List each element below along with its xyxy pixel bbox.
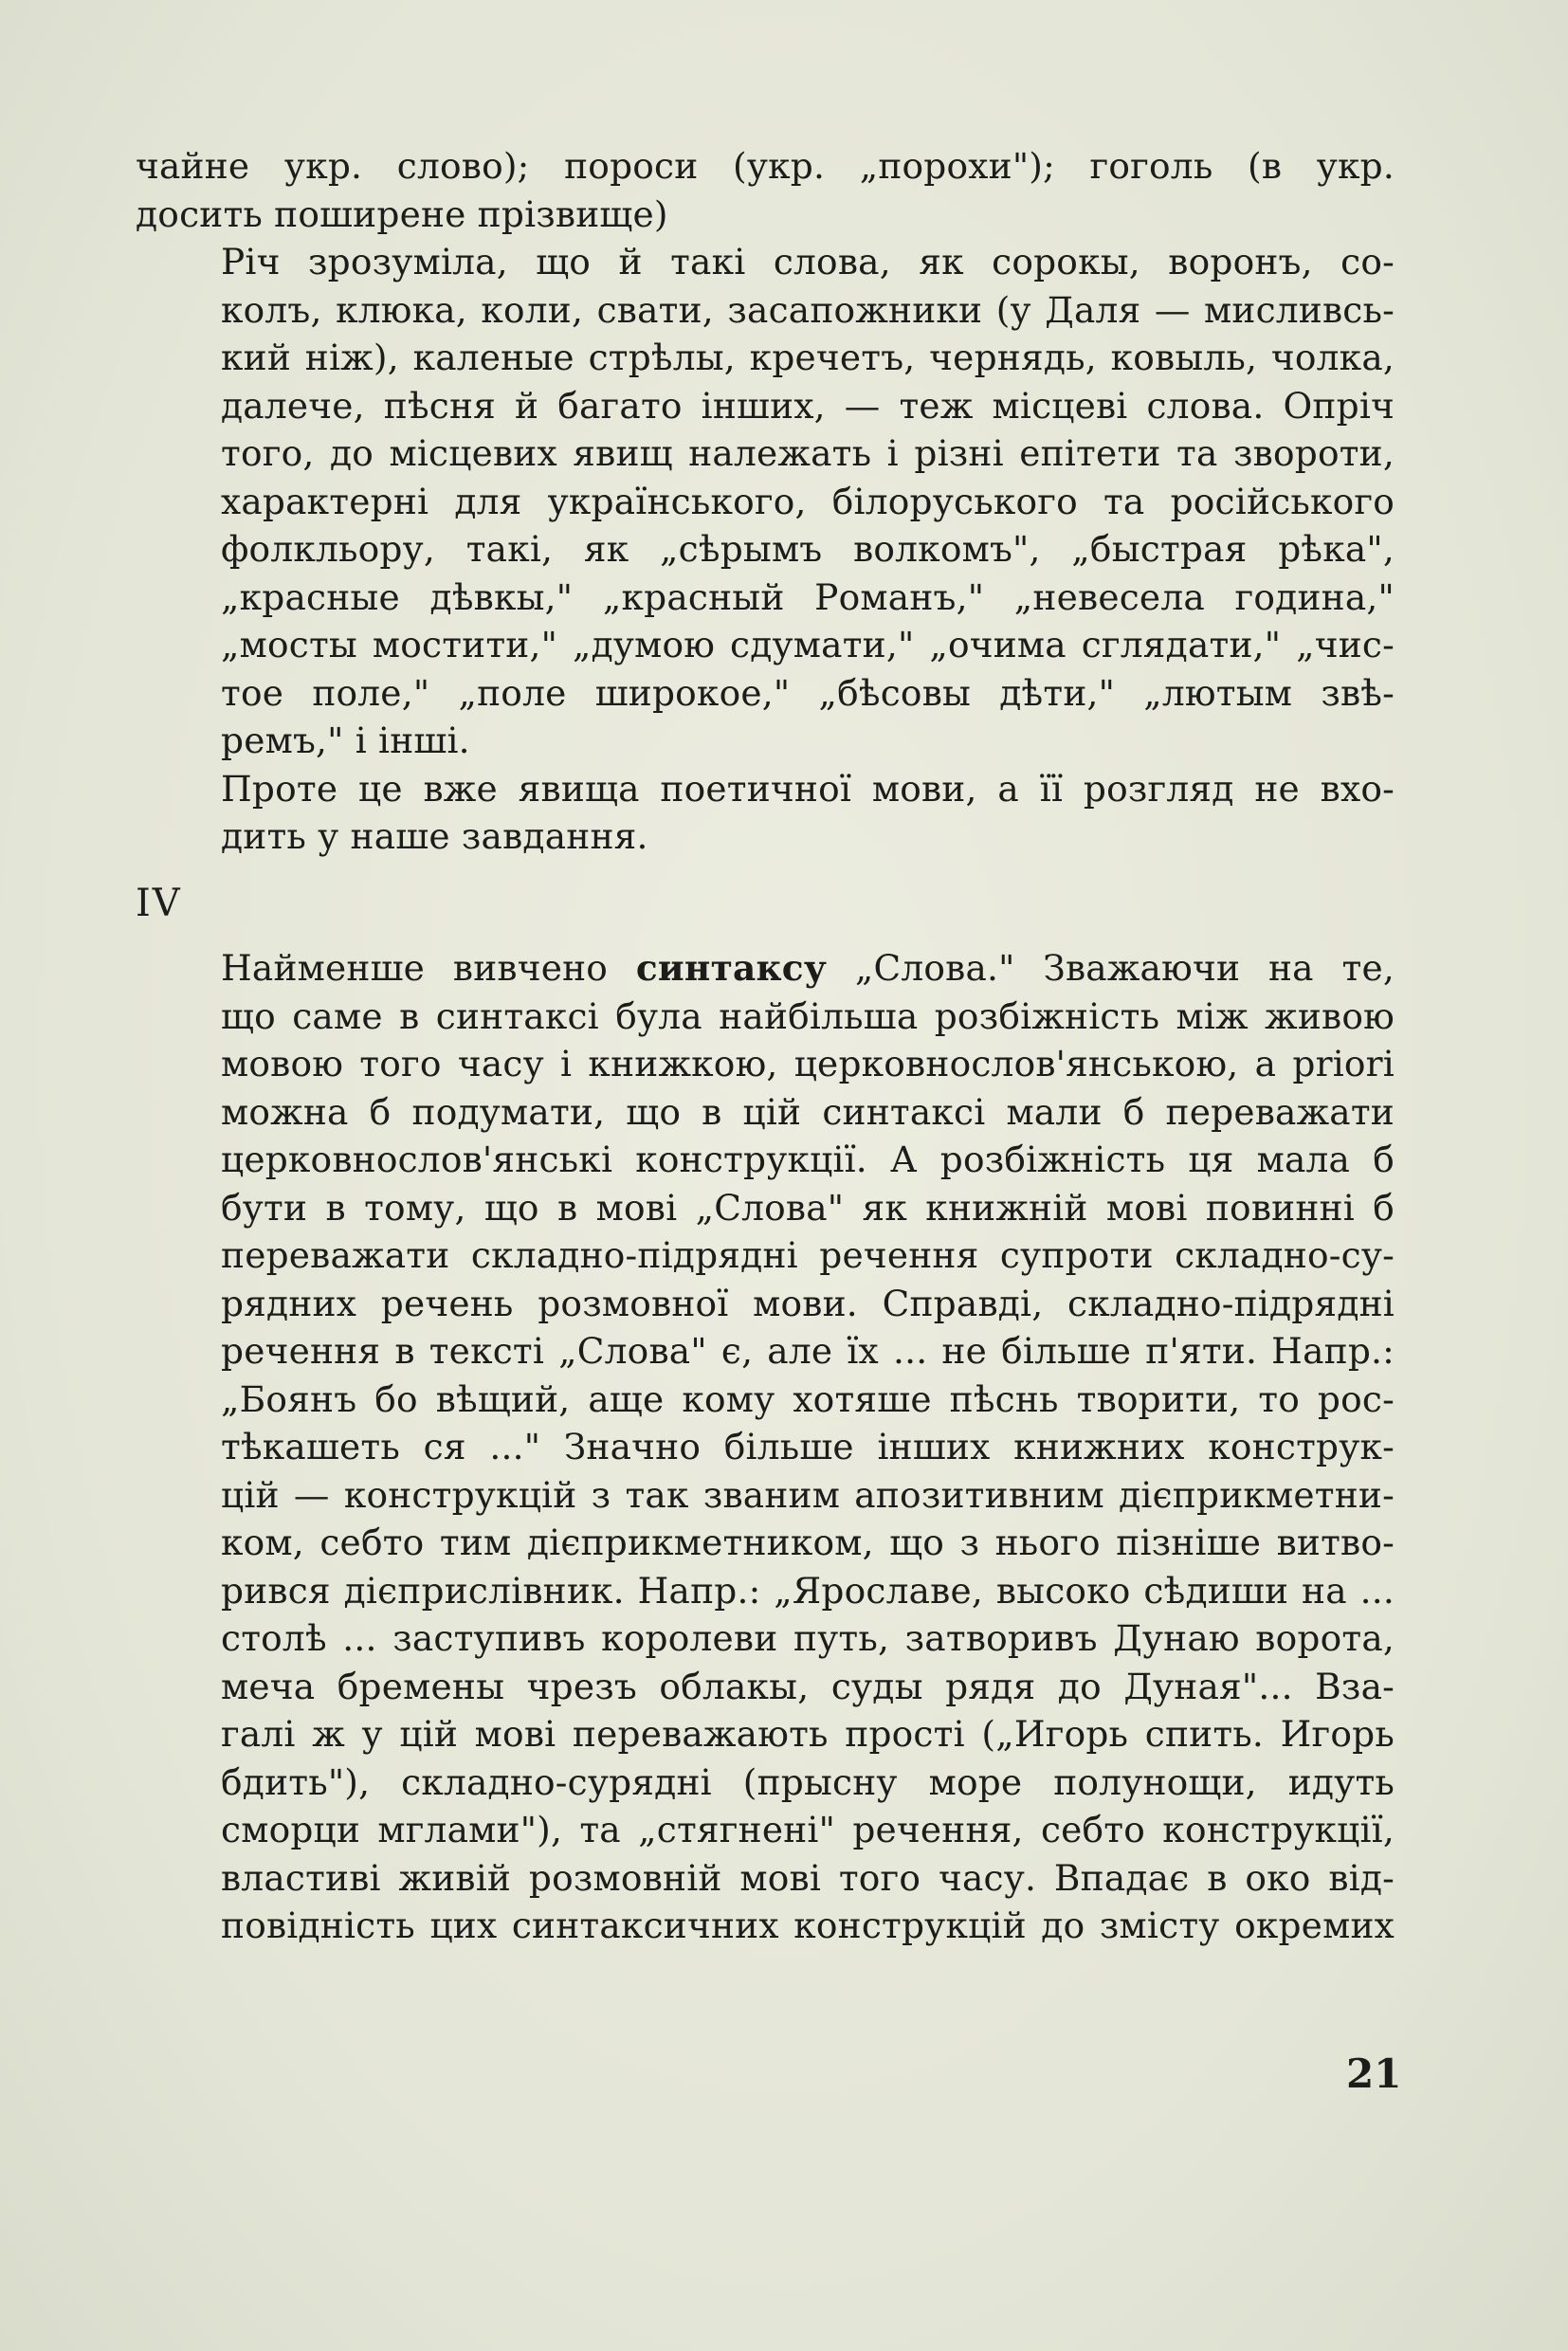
text-line: церковнослов'янські конструкції. А розбіжність ця мала б — [221, 1139, 1395, 1180]
text-line: Проте це вже явища поетичної мови, а її розгляд не вхо- — [221, 767, 1395, 810]
text-line: рядних речень розмовної мови. Справді, складно-підрядні — [221, 1282, 1395, 1324]
paragraph-3 — [136, 765, 1395, 861]
text-line: столѣ ... заступивъ королеви путь, затворивъ Дунаю ворота, — [221, 1617, 1395, 1659]
text-line: галі ж у цій мові переважають прості („Игорь спить. Игорь — [221, 1713, 1395, 1755]
section-heading: IV — [136, 881, 182, 925]
text-line: того, до місцевих явищ належать і різні епітети та звороти, — [221, 432, 1395, 474]
text-line: ком, себто тим дієприкметником, що з нього пізніше витво- — [221, 1522, 1395, 1563]
text-run: Найменше вивчено — [221, 947, 636, 989]
text-line: колъ, клюка, коли, свати, засапожники (у Даля — мисливсь- — [221, 288, 1395, 331]
text-line: цій — конструкцій з так званим апозитивним дієприкметни- — [221, 1473, 1395, 1516]
text-line: кий ніж), каленые стрѣлы, кречетъ, чернядь, ковыль, чолка, — [221, 337, 1395, 378]
text-line: речення в тексті „Слова" є, але їх ... не більше п'яти. Напр.: — [221, 1330, 1395, 1372]
bold-term: синтаксу — [635, 947, 828, 989]
text-line: можна б подумати, що в цій синтаксі мали б переважати — [221, 1090, 1395, 1133]
text-line: бути в тому, що в мові „Слова" як книжній мові повинні б — [221, 1186, 1395, 1229]
text-line: тѣкашеть ся ..." Значно більше інших книжних конструк- — [221, 1426, 1395, 1467]
text-line: „мосты мостити," „думою сдумати," „очима сглядати," „чис- — [221, 624, 1395, 665]
text-line: мовою того часу і книжкою, церковнослов'янською, a priori — [221, 1043, 1395, 1084]
paragraph-2 — [136, 238, 1395, 765]
text-line: фолкльору, такі, як „сѣрымъ волкомъ", „быстрая рѣка", — [221, 528, 1395, 570]
text-line: переважати складно-підрядні речення супроти складно-су- — [221, 1234, 1395, 1276]
text-line: бдить"), складно-сурядні (прысну море полунощи, идуть — [221, 1760, 1395, 1803]
page-text — [136, 142, 1395, 1950]
text-line: чайне укр. слово); пороси (укр. „порохи"); гоголь (в укр. — [136, 145, 1395, 187]
text-line: меча бремены чрезъ облакы, суды рядя до Дуная"... Вза- — [221, 1665, 1395, 1707]
text-line: „красные дѣвкы," „красный Романъ," „невесела година," — [221, 575, 1395, 618]
text-line: властиві живій розмовній мові того часу. Впадає в око від- — [221, 1856, 1395, 1899]
page-number: 21 — [1346, 2050, 1402, 2097]
paragraph-4 — [136, 944, 1395, 1950]
text-line: „Боянъ бо вѣщий, аще кому хотяше пѣснь творити, то рос- — [221, 1377, 1395, 1420]
text-line: досить поширене прізвище) — [136, 192, 668, 235]
text-line: сморци мглами"), та „стягнені" речення, себто конструкції, — [221, 1809, 1395, 1850]
text-line: тое поле," „поле широкое," „бѣсовы дѣти," „лютым звѣ- — [221, 671, 1395, 714]
text-line: далече, пѣсня й багато інших, — теж місцеві слова. Опріч — [221, 384, 1395, 427]
text-line: характерні для українського, білоруського та російського — [221, 480, 1395, 522]
text-line: рився дієприслівник. Напр.: „Ярославе, высоко сѣдиши на ... — [221, 1569, 1395, 1612]
paragraph-1 — [136, 142, 1395, 238]
text-line: дить у наше завдання. — [221, 815, 648, 857]
text-line: ремъ," і інші. — [221, 720, 470, 761]
text-line: Річ зрозуміла, що й такі слова, як сорокы, воронъ, со- — [221, 241, 1395, 282]
text-line — [136, 944, 1395, 993]
text-run: „Слова." Зважаючи на те, — [827, 947, 1395, 989]
text-line: повідність цих синтаксичних конструкцій до змісту окремих — [221, 1904, 1395, 1946]
text-line: що саме в синтаксі була найбільша розбіжність між живою — [221, 994, 1395, 1037]
